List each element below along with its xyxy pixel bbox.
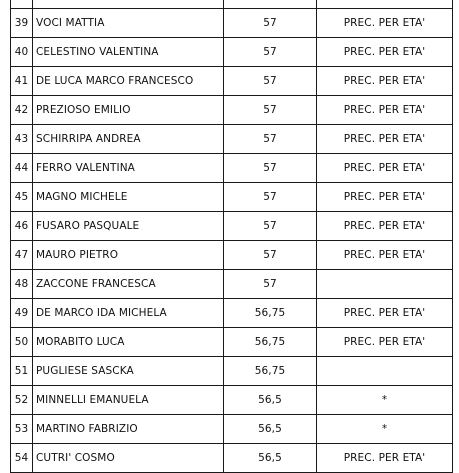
cell-score: 57: [224, 125, 317, 154]
cell-name: CUTRI' COSMO: [33, 444, 224, 473]
cell-score: 57: [224, 38, 317, 67]
cell-note: PREC. PER ETA': [317, 154, 453, 183]
table-row: [11, 67, 453, 96]
cell-note: [317, 357, 453, 386]
cell-note: PREC. PER ETA': [317, 9, 453, 38]
table-row: [11, 96, 453, 125]
cell-note: *: [317, 415, 453, 444]
cell-score: 56,5: [224, 386, 317, 415]
cell-score: 57: [224, 96, 317, 125]
cell-score: 57: [224, 241, 317, 270]
cell-name: FUSARO PASQUALE: [33, 212, 224, 241]
table-row: [11, 270, 453, 299]
cell-name: MORABITO LUCA: [33, 328, 224, 357]
cell-score: 57: [224, 154, 317, 183]
cell-number: 39: [11, 9, 33, 38]
table-row: [11, 386, 453, 415]
cell-score: 57: [224, 212, 317, 241]
table-row: [11, 415, 453, 444]
ranking-table-body: [11, 0, 453, 473]
cell-name: FERRO VALENTINA: [33, 154, 224, 183]
cell-score: 56,5: [224, 444, 317, 473]
cell-name: PUGLIESE SASCKA: [33, 357, 224, 386]
cell-score: 56,75: [224, 357, 317, 386]
table-row: [11, 154, 453, 183]
cell-note: PREC. PER ETA': [317, 67, 453, 96]
table-row-partial: [11, 0, 453, 9]
cell-number: 48: [11, 270, 33, 299]
table-row: [11, 357, 453, 386]
cell-name: CELESTINO VALENTINA: [33, 38, 224, 67]
cell-name: MARTINO FABRIZIO: [33, 415, 224, 444]
cell-name: SCHIRRIPA ANDREA: [33, 125, 224, 154]
cell-number: 53: [11, 415, 33, 444]
cell-number: 49: [11, 299, 33, 328]
table-row: [11, 241, 453, 270]
cell-number: 41: [11, 67, 33, 96]
cell-score: 56,75: [224, 328, 317, 357]
cell-name: [33, 0, 224, 9]
cell-name: VOCI MATTIA: [33, 9, 224, 38]
cell-name: DE LUCA MARCO FRANCESCO: [33, 67, 224, 96]
cell-note: PREC. PER ETA': [317, 96, 453, 125]
table-row: [11, 212, 453, 241]
cell-number: 45: [11, 183, 33, 212]
cell-note: PREC. PER ETA': [317, 328, 453, 357]
cell-name: MAURO PIETRO: [33, 241, 224, 270]
cell-note: PREC. PER ETA': [317, 125, 453, 154]
cell-number: 51: [11, 357, 33, 386]
cell-number: 44: [11, 154, 33, 183]
cell-name: MAGNO MICHELE: [33, 183, 224, 212]
cell-note: *: [317, 386, 453, 415]
table-row: [11, 9, 453, 38]
table-row: [11, 125, 453, 154]
cell-number: 43: [11, 125, 33, 154]
ranking-table: [10, 0, 453, 473]
cell-number: 54: [11, 444, 33, 473]
cell-number: 42: [11, 96, 33, 125]
cell-number: 46: [11, 212, 33, 241]
cell-number: 50: [11, 328, 33, 357]
cell-name: MINNELLI EMANUELA: [33, 386, 224, 415]
cell-note: PREC. PER ETA': [317, 241, 453, 270]
cell-note: [317, 0, 453, 9]
cell-name: ZACCONE FRANCESCA: [33, 270, 224, 299]
cell-note: PREC. PER ETA': [317, 444, 453, 473]
cell-note: PREC. PER ETA': [317, 299, 453, 328]
cell-number: [11, 0, 33, 9]
cell-score: 57: [224, 67, 317, 96]
table-row: [11, 444, 453, 473]
table-row: [11, 328, 453, 357]
cell-note: PREC. PER ETA': [317, 212, 453, 241]
cell-name: PREZIOSO EMILIO: [33, 96, 224, 125]
cell-number: 47: [11, 241, 33, 270]
table-row: [11, 38, 453, 67]
table-row: [11, 183, 453, 212]
cell-score: 56,5: [224, 415, 317, 444]
cell-note: PREC. PER ETA': [317, 183, 453, 212]
table-row: [11, 299, 453, 328]
cell-number: 40: [11, 38, 33, 67]
cell-score: 57: [224, 183, 317, 212]
cell-note: [317, 270, 453, 299]
cell-note: PREC. PER ETA': [317, 38, 453, 67]
cell-name: DE MARCO IDA MICHELA: [33, 299, 224, 328]
cell-score: 57: [224, 9, 317, 38]
cell-number: 52: [11, 386, 33, 415]
cell-score: 57: [224, 270, 317, 299]
cell-score: 56,75: [224, 299, 317, 328]
cell-score: [224, 0, 317, 9]
